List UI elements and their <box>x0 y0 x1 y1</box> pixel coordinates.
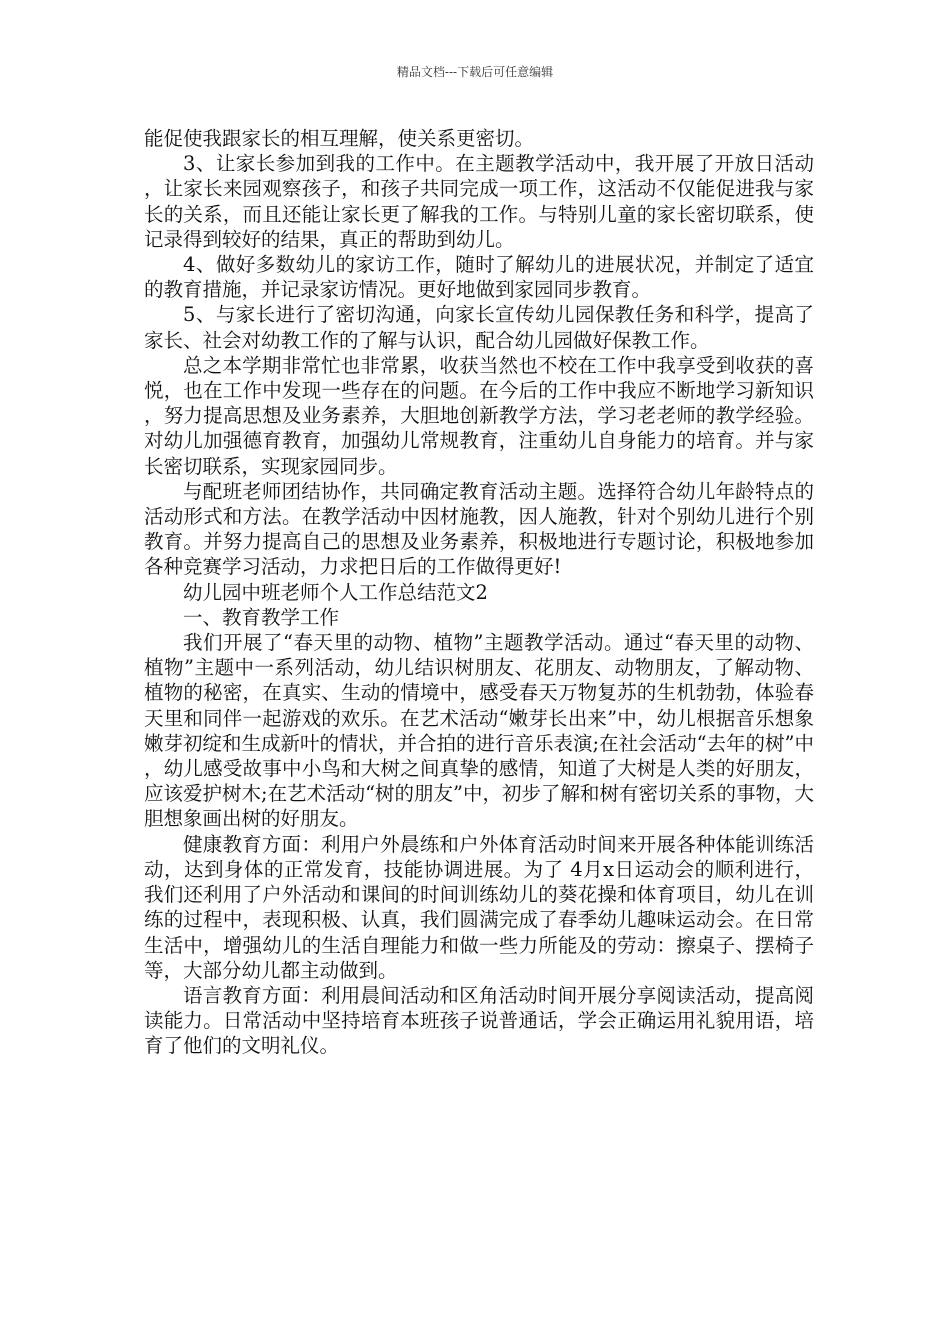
paragraph: 3、让家长参加到我的工作中。在主题教学活动中，我开展了开放日活动，让家长来园观察孩子，和孩子共同完成一项工作，这活动不仅能促进我与家长的关系，而且还能让家长更了解我的工作。与特别儿童的家长密切联系，使记录得到较好的结果，真正的帮助到幼儿。 <box>144 152 814 251</box>
paragraph: 语言教育方面：利用晨间活动和区角活动时间开展分享阅读活动，提高阅读能力。日常活动中坚持培育本班孩子说普通话，学会正确运用礼貌用语，培育了他们的文明礼仪。 <box>144 983 814 1058</box>
paragraph: 健康教育方面：利用户外晨练和户外体育活动时间来开展各种体能训练活动，达到身体的正常发育，技能协调进展。为了 4月x日运动会的顺利进行，我们还利用了户外活动和课间的时间训练幼儿的葵花操和体育项目，幼儿在训练的过程中，表现积极、认真，我们圆满完成了春季幼儿趣味运动会。在日常生活中，增强幼儿的生活自理能力和做一些力所能及的劳动：擦桌子、摆椅子等，大部分幼儿都主动做到。 <box>144 832 814 982</box>
paragraph: 能促使我跟家长的相互理解，使关系更密切。 <box>144 127 535 150</box>
paragraph: 5、与家长进行了密切沟通，向家长宣传幼儿园保教任务和科学，提高了家长、社会对幼教工作的了解与认识，配合幼儿园做好保教工作。 <box>144 303 814 352</box>
paragraph: 与配班老师团结协作，共同确定教育活动主题。选择符合幼儿年龄特点的活动形式和方法。在教学活动中因材施教，因人施教，针对个别幼儿进行个别教育。并努力提高自己的思想及业务素养，积极地进行专题讨论，积极地参加各种竞赛学习活动，力求把日后的工作做得更好! <box>144 479 814 579</box>
page-header: 精品文档---下载后可任意编辑 <box>396 65 554 79</box>
document-body <box>144 126 814 1059</box>
section-subtitle: 一、教育教学工作 <box>183 605 340 629</box>
paragraph: 4、做好多数幼儿的家访工作，随时了解幼儿的进展状况，并制定了适宜的教育措施，并记录家访情况。更好地做到家园同步教育。 <box>144 253 814 302</box>
paragraph: 我们开展了“春天里的动物、植物”主题教学活动。通过“春天里的动物、植物”主题中一系列活动，幼儿结识树朋友、花朋友、动物朋友，了解动物、植物的秘密，在真实、生动的情境中，感受春天万物复苏的生机勃勃，体验春天里和同伴一起游戏的欢乐。在艺术活动“嫩芽长出来”中，幼儿根据音乐想象嫩芽初绽和生成新叶的情状，并合拍的进行音乐表演;在社会活动“去年的树”中，幼儿感受故事中小鸟和大树之间真挚的感情，知道了大树是人类的好朋友，应该爱护树木;在艺术活动“树的朋友”中，初步了解和树有密切关系的事物，大胆想象画出树的好朋友。 <box>144 631 815 831</box>
section-title: 幼儿园中班老师个人工作总结范文2 <box>183 580 488 604</box>
paragraph: 总之本学期非常忙也非常累，收获当然也不校在工作中我享受到收获的喜悦，也在工作中发现一些存在的问题。在今后的工作中我应不断地学习新知识，努力提高思想及业务素养，大胆地创新教学方法，学习老老师的教学经验。对幼儿加强德育教育，加强幼儿常规教育，注重幼儿自身能力的培育。并与家长密切联系，实现家园同步。 <box>144 353 814 478</box>
